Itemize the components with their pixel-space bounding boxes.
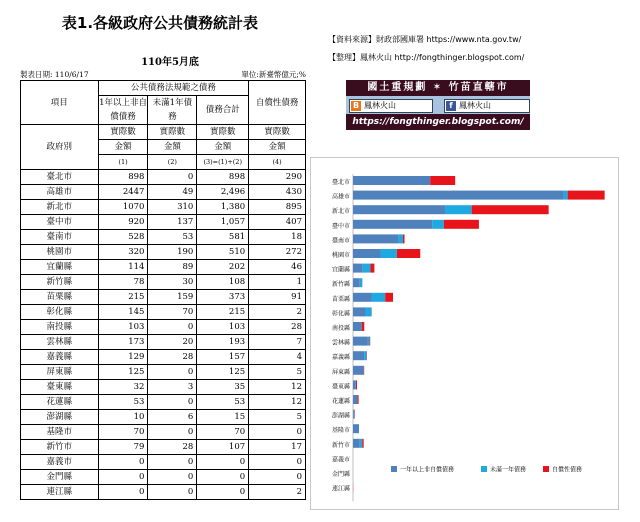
region-cell: 澎湖縣 bbox=[21, 410, 99, 425]
self-liquidating-cell: 407 bbox=[249, 215, 306, 230]
debt-bar-chart bbox=[311, 158, 618, 509]
debt-total-cell: 0 bbox=[197, 455, 249, 470]
debt-a-cell: 79 bbox=[98, 440, 148, 455]
chart-bar-segment bbox=[398, 234, 403, 243]
chart-category-label: 雲林縣 bbox=[331, 339, 350, 347]
region-cell: 臺中市 bbox=[21, 215, 99, 230]
chart-bar-segment bbox=[358, 395, 359, 404]
chart-category-label: 臺南市 bbox=[331, 237, 350, 245]
debt-b-cell: 3 bbox=[148, 380, 197, 395]
debt-chart bbox=[310, 157, 619, 510]
header-col-d: 自償性債務 bbox=[249, 81, 306, 125]
chart-bar-segment bbox=[445, 205, 472, 214]
chart-category-label: 新北市 bbox=[331, 208, 350, 216]
chart-category-label: 臺東縣 bbox=[331, 383, 350, 391]
chart-category-label: 臺中市 bbox=[331, 222, 350, 230]
chart-bar-segment bbox=[397, 249, 420, 258]
debt-total-cell: 2,496 bbox=[197, 185, 249, 200]
debt-a-cell: 129 bbox=[98, 350, 148, 365]
chart-category-label: 高雄市 bbox=[331, 193, 350, 201]
chart-category-label: 苗栗縣 bbox=[331, 295, 350, 303]
debt-total-cell: 581 bbox=[197, 230, 249, 245]
debt-b-cell: 0 bbox=[148, 395, 197, 410]
debt-total-cell: 510 bbox=[197, 245, 249, 260]
table-row bbox=[21, 260, 306, 275]
region-cell: 彰化縣 bbox=[21, 305, 99, 320]
table-row bbox=[21, 320, 306, 335]
region-cell: 新竹市 bbox=[21, 440, 99, 455]
table-row bbox=[21, 350, 306, 365]
banner-slogan: 國土重規劃 ✶ 竹苗直轄市 bbox=[346, 80, 530, 96]
debt-a-cell: 10 bbox=[98, 410, 148, 425]
self-liquidating-cell: 290 bbox=[249, 170, 306, 185]
chart-bar-segment bbox=[568, 191, 605, 200]
table-row bbox=[21, 215, 306, 230]
blog-banner[interactable] bbox=[346, 80, 530, 132]
chart-bar-segment bbox=[360, 278, 363, 287]
debt-b-cell: 70 bbox=[148, 305, 197, 320]
legend-label: 一年以上非自償債務 bbox=[400, 466, 455, 474]
region-cell: 新竹縣 bbox=[21, 275, 99, 290]
debt-total-cell: 108 bbox=[197, 275, 249, 290]
debt-a-cell: 103 bbox=[98, 320, 148, 335]
debt-b-cell: 0 bbox=[148, 455, 197, 470]
source-line: 【資料來源】財政部國庫署 https://www.nta.gov.tw/ bbox=[328, 35, 522, 44]
debt-b-cell: 0 bbox=[148, 320, 197, 335]
chart-bar-segment bbox=[364, 351, 366, 360]
chart-bar-segment bbox=[368, 337, 370, 346]
region-cell: 嘉義市 bbox=[21, 455, 99, 470]
chart-bar-segment bbox=[353, 395, 358, 404]
debt-total-cell: 1,057 bbox=[197, 215, 249, 230]
chart-bar-segment bbox=[362, 322, 364, 331]
header-count-d: 實際數 bbox=[249, 125, 306, 140]
debt-a-cell: 125 bbox=[98, 365, 148, 380]
chart-bar-segment bbox=[430, 176, 455, 185]
self-liquidating-cell: 12 bbox=[249, 380, 306, 395]
header-index-b: (2) bbox=[148, 155, 197, 170]
debt-total-cell: 70 bbox=[197, 425, 249, 440]
header-region: 政府別 bbox=[21, 125, 99, 170]
header-amount-c: 金額 bbox=[197, 140, 249, 155]
header-count-b: 實際數 bbox=[148, 125, 197, 140]
debt-a-cell: 32 bbox=[98, 380, 148, 395]
chart-bar-segment bbox=[370, 337, 371, 346]
debt-total-cell: 215 bbox=[197, 305, 249, 320]
debt-a-cell: 0 bbox=[98, 485, 148, 500]
debt-table bbox=[20, 80, 306, 500]
chart-category-label: 嘉義縣 bbox=[331, 354, 350, 362]
debt-b-cell: 0 bbox=[148, 170, 197, 185]
debt-total-cell: 0 bbox=[197, 470, 249, 485]
chart-bar-segment bbox=[353, 176, 430, 185]
debt-a-cell: 1070 bbox=[98, 200, 148, 215]
chart-bar-segment bbox=[353, 439, 360, 448]
region-cell: 臺南市 bbox=[21, 230, 99, 245]
region-cell: 嘉義縣 bbox=[21, 350, 99, 365]
debt-b-cell: 137 bbox=[148, 215, 197, 230]
chart-bar-segment bbox=[371, 293, 385, 302]
debt-total-cell: 125 bbox=[197, 365, 249, 380]
header-index-a: (1) bbox=[98, 155, 148, 170]
table-row bbox=[21, 380, 306, 395]
header-amount-b: 金額 bbox=[148, 140, 197, 155]
self-liquidating-cell: 5 bbox=[249, 365, 306, 380]
self-liquidating-cell: 28 bbox=[249, 320, 306, 335]
self-liquidating-cell: 18 bbox=[249, 230, 306, 245]
debt-total-cell: 53 bbox=[197, 395, 249, 410]
unit-label: 單位:新臺幣億元;% bbox=[241, 70, 306, 79]
region-cell: 基隆市 bbox=[21, 425, 99, 440]
debt-a-cell: 173 bbox=[98, 335, 148, 350]
table-row bbox=[21, 485, 306, 500]
report-period: 110年5月底 bbox=[141, 57, 199, 68]
chart-bar-segment bbox=[353, 351, 364, 360]
chart-bar-segment bbox=[353, 366, 364, 375]
chart-bar-segment bbox=[362, 439, 363, 448]
region-cell: 高雄市 bbox=[21, 185, 99, 200]
compiler-line: 【整理】鳳林火山 http://fongthinger.blogspot.com/ bbox=[328, 53, 525, 62]
header-group: 公共債務法規範之債務 bbox=[98, 81, 249, 96]
facebook-link-label: 鳳林火山 bbox=[459, 101, 491, 110]
debt-total-cell: 193 bbox=[197, 335, 249, 350]
debt-total-cell: 103 bbox=[197, 320, 249, 335]
blog-link[interactable] bbox=[349, 99, 433, 113]
debt-a-cell: 320 bbox=[98, 245, 148, 260]
debt-b-cell: 28 bbox=[148, 350, 197, 365]
chart-bar-segment bbox=[353, 380, 356, 389]
debt-b-cell: 310 bbox=[148, 200, 197, 215]
debt-b-cell: 28 bbox=[148, 440, 197, 455]
header-col-c: 債務合計 bbox=[197, 96, 249, 125]
chart-bar-segment bbox=[353, 205, 445, 214]
self-liquidating-cell: 0 bbox=[249, 470, 306, 485]
debt-a-cell: 898 bbox=[98, 170, 148, 185]
self-liquidating-cell: 272 bbox=[249, 245, 306, 260]
chart-category-label: 新竹縣 bbox=[331, 281, 350, 289]
legend-swatch bbox=[391, 466, 397, 472]
header-col-a: 1年以上非自償債務 bbox=[98, 96, 148, 125]
debt-total-cell: 157 bbox=[197, 350, 249, 365]
header-amount-d: 金額 bbox=[249, 140, 306, 155]
region-cell: 屏東縣 bbox=[21, 365, 99, 380]
debt-b-cell: 89 bbox=[148, 260, 197, 275]
header-col-b: 未滿1年債務 bbox=[148, 96, 197, 125]
region-cell: 雲林縣 bbox=[21, 335, 99, 350]
region-cell: 桃園市 bbox=[21, 245, 99, 260]
debt-b-cell: 0 bbox=[148, 485, 197, 500]
self-liquidating-cell: 895 bbox=[249, 200, 306, 215]
debt-a-cell: 145 bbox=[98, 305, 148, 320]
debt-b-cell: 0 bbox=[148, 365, 197, 380]
chart-bar-segment bbox=[353, 264, 363, 273]
chart-category-label: 基隆市 bbox=[331, 427, 350, 435]
debt-b-cell: 190 bbox=[148, 245, 197, 260]
self-liquidating-cell: 12 bbox=[249, 395, 306, 410]
chart-category-label: 嘉義市 bbox=[331, 456, 350, 464]
blog-link-label: 鳳林火山 bbox=[364, 101, 396, 110]
debt-b-cell: 6 bbox=[148, 410, 197, 425]
self-liquidating-cell: 46 bbox=[249, 260, 306, 275]
table-row bbox=[21, 275, 306, 290]
chart-bar-segment bbox=[385, 293, 393, 302]
chart-category-label: 新竹市 bbox=[331, 441, 350, 449]
facebook-link[interactable] bbox=[444, 99, 530, 113]
chart-category-label: 彰化縣 bbox=[331, 310, 350, 318]
chart-bar-segment bbox=[381, 249, 397, 258]
chart-category-label: 澎湖縣 bbox=[331, 412, 350, 420]
page-title: 表1.各級政府公共債務統計表 bbox=[61, 14, 259, 32]
chart-bar-segment bbox=[353, 191, 563, 200]
table-row bbox=[21, 290, 306, 305]
region-cell: 宜蘭縣 bbox=[21, 260, 99, 275]
debt-total-cell: 107 bbox=[197, 440, 249, 455]
chart-bar-segment bbox=[472, 205, 549, 214]
chart-bar-segment bbox=[353, 424, 359, 433]
chart-category-label: 桃園市 bbox=[331, 252, 350, 259]
table-row bbox=[21, 245, 306, 260]
debt-a-cell: 0 bbox=[98, 455, 148, 470]
region-cell: 臺東縣 bbox=[21, 380, 99, 395]
report-date: 製表日期: 110/6/17 bbox=[20, 70, 89, 79]
self-liquidating-cell: 91 bbox=[249, 290, 306, 305]
chart-category-label: 金門縣 bbox=[331, 471, 350, 478]
self-liquidating-cell: 0 bbox=[249, 425, 306, 440]
debt-b-cell: 0 bbox=[148, 425, 197, 440]
region-cell: 花蓮縣 bbox=[21, 395, 99, 410]
table-row bbox=[21, 185, 306, 200]
debt-a-cell: 0 bbox=[98, 470, 148, 485]
table-row bbox=[21, 470, 306, 485]
table-body bbox=[21, 170, 306, 500]
debt-a-cell: 2447 bbox=[98, 185, 148, 200]
debt-b-cell: 53 bbox=[148, 230, 197, 245]
table-row bbox=[21, 455, 306, 470]
region-cell: 連江縣 bbox=[21, 485, 99, 500]
debt-b-cell: 49 bbox=[148, 185, 197, 200]
self-liquidating-cell: 0 bbox=[249, 455, 306, 470]
debt-a-cell: 70 bbox=[98, 425, 148, 440]
chart-bar-segment bbox=[353, 234, 398, 243]
debt-a-cell: 53 bbox=[98, 395, 148, 410]
table-row bbox=[21, 335, 306, 350]
table-row bbox=[21, 395, 306, 410]
debt-b-cell: 30 bbox=[148, 275, 197, 290]
chart-bar-segment bbox=[353, 307, 365, 316]
chart-category-label: 屏東縣 bbox=[331, 368, 350, 376]
header-amount-a: 金額 bbox=[98, 140, 148, 155]
self-liquidating-cell: 2 bbox=[249, 305, 306, 320]
header-index-c: (3)=(1)+(2) bbox=[197, 155, 249, 170]
table-row bbox=[21, 305, 306, 320]
chart-category-label: 連江縣 bbox=[331, 485, 350, 493]
self-liquidating-cell: 7 bbox=[249, 335, 306, 350]
debt-total-cell: 15 bbox=[197, 410, 249, 425]
chart-bar-segment bbox=[363, 264, 371, 273]
self-liquidating-cell: 430 bbox=[249, 185, 306, 200]
header-item: 項目 bbox=[21, 81, 99, 125]
chart-bar-segment bbox=[353, 322, 362, 331]
table-row bbox=[21, 365, 306, 380]
legend-label: 未滿一年債務 bbox=[490, 466, 527, 474]
chart-bar-segment bbox=[353, 410, 354, 419]
blogger-icon: B bbox=[352, 101, 360, 110]
debt-a-cell: 528 bbox=[98, 230, 148, 245]
chart-bar-segment bbox=[354, 410, 355, 419]
legend-swatch bbox=[481, 466, 487, 472]
chart-category-label: 臺北市 bbox=[331, 179, 350, 186]
region-cell: 苗栗縣 bbox=[21, 290, 99, 305]
banner-links bbox=[346, 96, 530, 114]
debt-b-cell: 0 bbox=[148, 470, 197, 485]
facebook-icon: f bbox=[446, 101, 456, 111]
table-row bbox=[21, 410, 306, 425]
debt-a-cell: 920 bbox=[98, 215, 148, 230]
self-liquidating-cell: 2 bbox=[249, 485, 306, 500]
self-liquidating-cell: 5 bbox=[249, 410, 306, 425]
header-index-d: (4) bbox=[249, 155, 306, 170]
chart-bar-segment bbox=[403, 234, 405, 243]
chart-bar-segment bbox=[365, 307, 371, 316]
debt-total-cell: 0 bbox=[197, 485, 249, 500]
region-cell: 南投縣 bbox=[21, 320, 99, 335]
chart-bar-segment bbox=[353, 293, 371, 302]
debt-a-cell: 114 bbox=[98, 260, 148, 275]
chart-category-label: 花蓮縣 bbox=[331, 398, 350, 405]
chart-bar-segment bbox=[370, 264, 374, 273]
region-cell: 新北市 bbox=[21, 200, 99, 215]
table-row bbox=[21, 230, 306, 245]
debt-b-cell: 159 bbox=[148, 290, 197, 305]
region-cell: 金門縣 bbox=[21, 470, 99, 485]
debt-total-cell: 202 bbox=[197, 260, 249, 275]
header-count-c: 實際數 bbox=[197, 125, 249, 140]
table-row bbox=[21, 170, 306, 185]
legend-swatch bbox=[543, 466, 549, 472]
legend-label: 自償性債務 bbox=[552, 466, 583, 474]
debt-total-cell: 35 bbox=[197, 380, 249, 395]
chart-bar-segment bbox=[353, 249, 381, 258]
chart-bar-segment bbox=[353, 337, 368, 346]
self-liquidating-cell: 1 bbox=[249, 275, 306, 290]
chart-category-label: 南投縣 bbox=[331, 325, 350, 332]
chart-bar-segment bbox=[563, 191, 567, 200]
self-liquidating-cell: 4 bbox=[249, 350, 306, 365]
region-cell: 臺北市 bbox=[21, 170, 99, 185]
table-row bbox=[21, 425, 306, 440]
chart-bar-segment bbox=[356, 380, 357, 389]
chart-bar-segment bbox=[353, 220, 432, 229]
debt-a-cell: 215 bbox=[98, 290, 148, 305]
debt-total-cell: 373 bbox=[197, 290, 249, 305]
chart-category-label: 宜蘭縣 bbox=[331, 266, 350, 274]
chart-bar-segment bbox=[360, 439, 362, 448]
debt-total-cell: 1,380 bbox=[197, 200, 249, 215]
banner-url[interactable]: https://fongthinger.blogspot.com/ bbox=[346, 114, 530, 130]
chart-bar-segment bbox=[444, 220, 479, 229]
debt-a-cell: 78 bbox=[98, 275, 148, 290]
table-row bbox=[21, 440, 306, 455]
table-row bbox=[21, 200, 306, 215]
debt-b-cell: 20 bbox=[148, 335, 197, 350]
header-count-a: 實際數 bbox=[98, 125, 148, 140]
self-liquidating-cell: 17 bbox=[249, 440, 306, 455]
debt-total-cell: 898 bbox=[197, 170, 249, 185]
chart-bar-segment bbox=[353, 278, 360, 287]
chart-bar-segment bbox=[432, 220, 444, 229]
